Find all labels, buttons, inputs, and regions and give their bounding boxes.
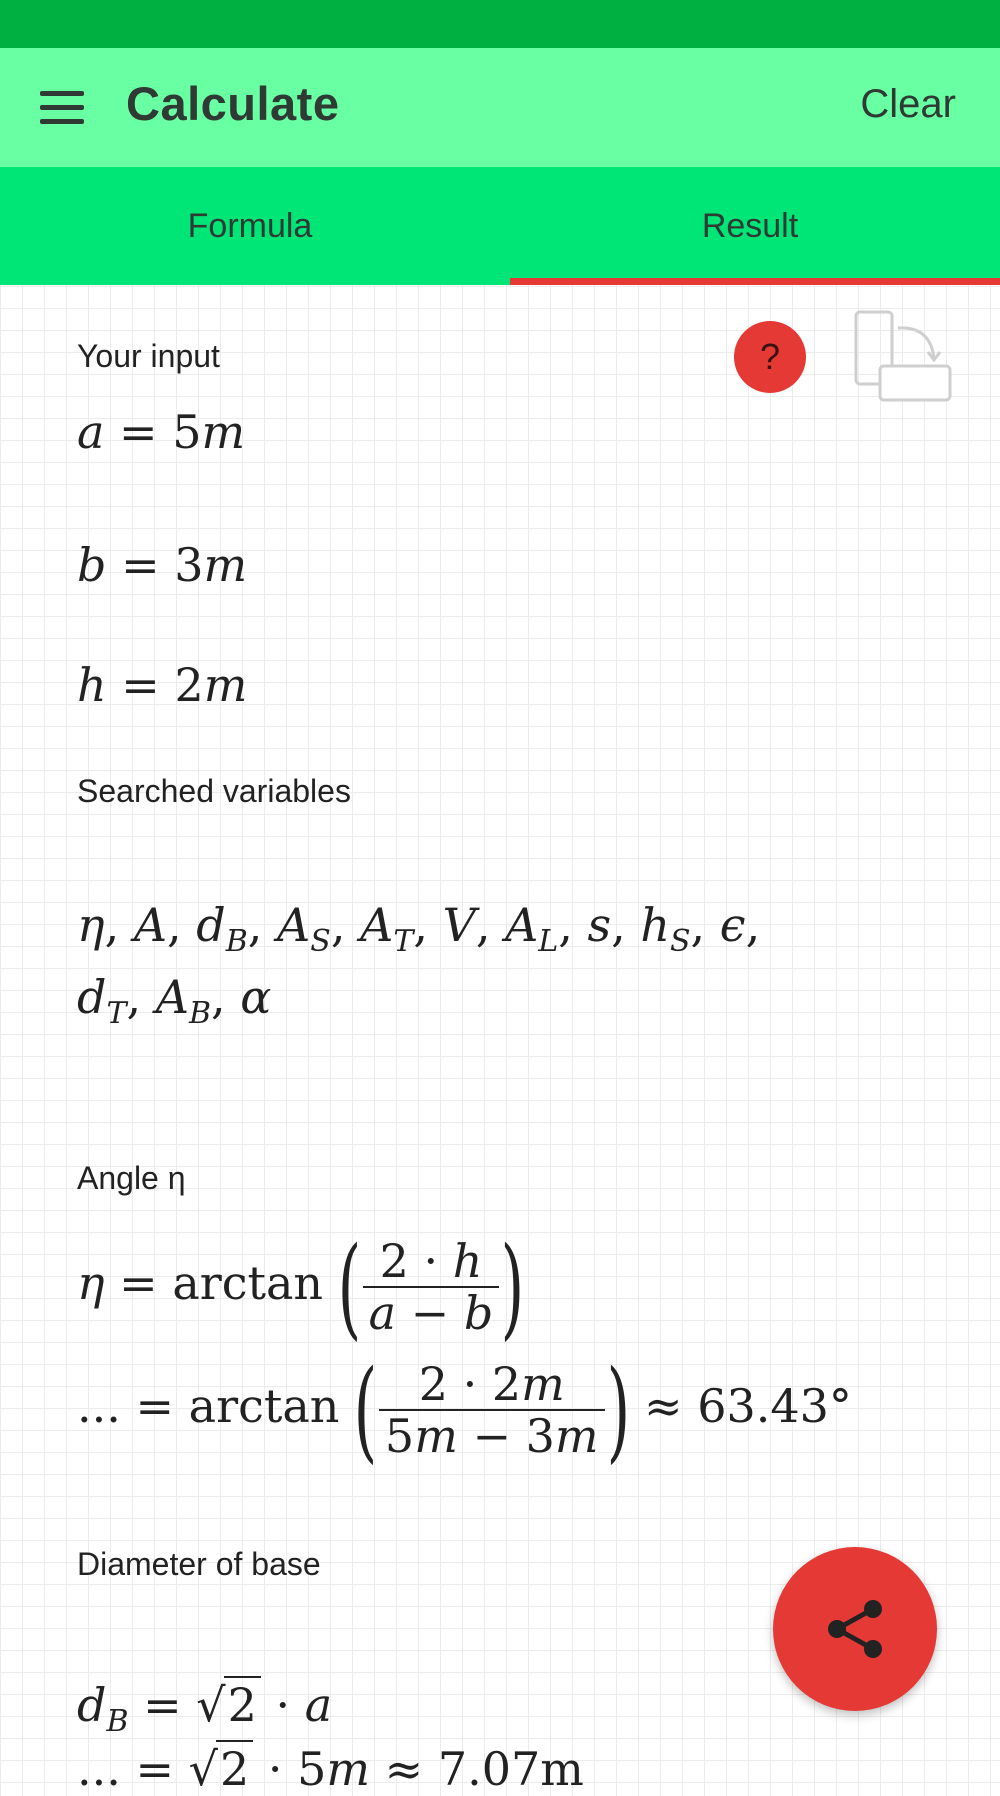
input-b: b = 3m <box>77 538 248 592</box>
angle-substitution: ... = arctan ( $\frac{2 \cdot 2m}{5m - 3m}$ ) ≈ 63.43° <box>77 1346 852 1474</box>
menu-icon[interactable] <box>40 91 86 125</box>
tab-result[interactable]: Result <box>701 207 799 245</box>
input-a: a = 5m <box>77 405 246 459</box>
diameter-substitution: ... = √2 · 5m ≈ 7.07m <box>77 1742 584 1796</box>
active-tab-indicator <box>510 278 1000 285</box>
page-title: Calculate <box>126 77 340 130</box>
your-input-label: Your input <box>77 338 220 374</box>
searched-variables-line1: η, A, $d_B$, $A_S$, $A_T$, V, $A_L$, s, $h_S$, ϵ, <box>77 898 761 959</box>
searched-variables-label: Searched variables <box>77 773 351 809</box>
tab-bar <box>0 167 1000 285</box>
share-icon <box>823 1597 887 1661</box>
share-button[interactable] <box>773 1547 937 1711</box>
status-bar <box>0 0 1000 48</box>
help-icon[interactable]: ? <box>734 321 806 393</box>
clear-button[interactable]: Clear <box>860 82 956 126</box>
angle-label: Angle η <box>77 1160 186 1196</box>
input-h: h = 2m <box>77 658 248 712</box>
tab-formula[interactable]: Formula <box>187 207 313 245</box>
rotate-icon[interactable] <box>852 308 952 408</box>
diameter-formula: $d_B = √2 \cdot a$ <box>77 1678 333 1739</box>
searched-variables-line2: $d_T$, $A_B$, α <box>77 970 272 1031</box>
diameter-label: Diameter of base <box>77 1546 321 1582</box>
angle-result: 63.43° <box>697 1379 852 1433</box>
app-toolbar <box>0 48 1000 167</box>
angle-formula: η = arctan ( $\frac{2 \cdot h}{a - b}$ ) <box>77 1223 525 1351</box>
diameter-result: 7.07m <box>437 1742 584 1796</box>
